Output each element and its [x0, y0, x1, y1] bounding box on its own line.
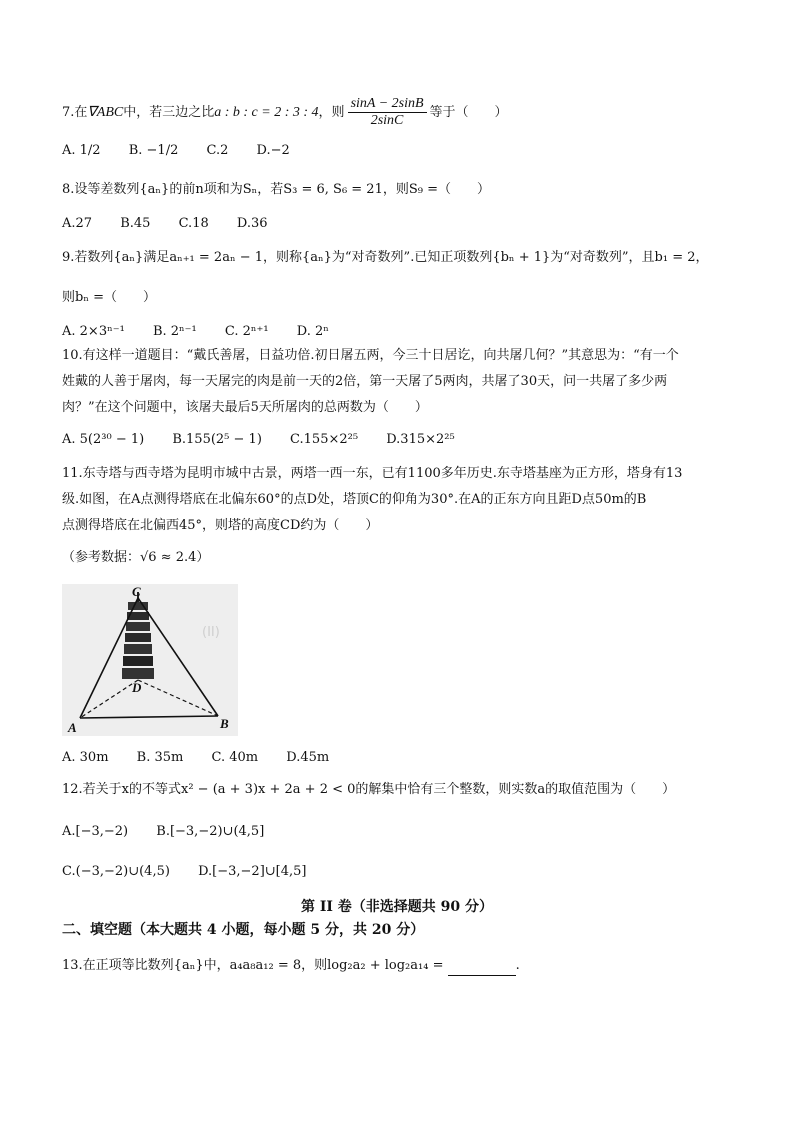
- label-b: B: [220, 716, 229, 731]
- q7-option-b[interactable]: B. −1/2: [128, 143, 179, 158]
- q9-option-a[interactable]: A. 2×3ⁿ⁻¹: [62, 324, 125, 339]
- q13-text: 13.在正项等比数列{aₙ}中，a₄a₈a₁₂ = 8，则log₂a₂ + log₂a₁₄ =: [62, 958, 444, 973]
- q9-option-b[interactable]: B. 2ⁿ⁻¹: [152, 324, 197, 339]
- q11-option-b[interactable]: B. 35m: [136, 750, 184, 765]
- q7-triangle: ∇ABC: [87, 105, 124, 120]
- label-d: D: [132, 680, 142, 695]
- q11-tower-figure: [62, 584, 238, 736]
- label-a: A: [68, 720, 77, 735]
- q13-answer-blank[interactable]: [448, 962, 516, 976]
- label-c: C: [132, 584, 141, 599]
- q11-tower-diagram: [62, 584, 238, 736]
- q11-option-d[interactable]: D.45m: [286, 750, 330, 765]
- q8-stem: 8.设等差数列{aₙ}的前n项和为Sₙ，若S₃ = 6, S₆ = 21，则S₉ =（ ）: [62, 182, 490, 197]
- q12-stem: 12.若关于x的不等式x² − (a + 3)x + 2a + 2 < 0的解集中恰有三个整数，则实数a的取值范围为（ ）: [62, 782, 676, 797]
- q8-option-b[interactable]: B.45: [120, 216, 151, 231]
- q9-stem-line1: 9.若数列{aₙ}满足aₙ₊₁ = 2aₙ − 1，则称{aₙ}为“对奇数列”.已知正项数列{bₙ + 1}为“对奇数列”，且b₁ = 2，: [62, 250, 709, 265]
- q7-stem-then: ，则: [318, 105, 345, 120]
- q7-stem-end: 等于（ ）: [429, 105, 508, 120]
- q12-options-row1: [62, 822, 288, 842]
- q9-option-d[interactable]: D. 2ⁿ: [296, 324, 329, 339]
- q10-option-c[interactable]: C.155×2²⁵: [290, 432, 359, 447]
- q10-stem-line2: 姓戴的人善于屠肉，每一天屠完的肉是前一天的2倍，第一天屠了5两肉，共屠了30天，问一共屠了多少两: [62, 374, 668, 389]
- section2-heading: 二、填空题（本大题共 4 小题，每小题 5 分，共 20 分）: [62, 922, 425, 938]
- q8-option-d[interactable]: D.36: [236, 216, 268, 231]
- q11-stem-line1: 11.东寺塔与西寺塔为昆明市城中古景，两塔一西一东，已有1100多年历史.东寺塔基座为正方形，塔身有13: [62, 466, 683, 481]
- q10-stem-line3: 肉？”在这个问题中，该屠夫最后5天所屠肉的总两数为（ ）: [62, 400, 428, 415]
- q7-option-d[interactable]: D.−2: [256, 143, 290, 158]
- q11-options: [62, 748, 353, 768]
- q10-stem-line1: 10.有这样一道题目：“戴氏善屠，日益功倍.初日屠五两，今三十日居讫，向共屠几何？”其意思为：“有一个: [62, 348, 679, 363]
- q11-option-c[interactable]: C. 40m: [211, 750, 259, 765]
- q7-stem-mid: 中，若三边之比: [123, 105, 215, 120]
- q12-option-a[interactable]: A.[−3,−2): [62, 824, 129, 839]
- q10-option-b[interactable]: B.155(2⁵ − 1): [172, 432, 262, 447]
- part2-title: 第 II 卷（非选择题共 90 分）: [300, 899, 494, 915]
- q12-option-c[interactable]: C.(−3,−2)∪(4,5): [62, 864, 170, 879]
- q7-frac-num: sinA − 2sinB: [348, 96, 427, 113]
- q10-option-a[interactable]: A. 5(2³⁰ − 1): [62, 432, 145, 447]
- svg-text:(II): (II): [202, 625, 220, 640]
- q11-option-a[interactable]: A. 30m: [62, 750, 109, 765]
- q13-end: .: [515, 958, 520, 973]
- q8-option-c[interactable]: C.18: [178, 216, 209, 231]
- q12-option-b[interactable]: B.[−3,−2)∪(4,5]: [156, 824, 265, 839]
- q7-frac-den: 2sinC: [370, 113, 404, 128]
- q7-option-a[interactable]: A. 1/2: [62, 143, 101, 158]
- q9-options: [62, 322, 353, 342]
- q10-option-d[interactable]: D.315×2²⁵: [386, 432, 455, 447]
- q7-option-c[interactable]: C.2: [206, 143, 229, 158]
- q9-stem-line2: 则bₙ =（ ）: [62, 290, 156, 305]
- q13-stem: [62, 956, 520, 976]
- q11-reference-data: （参考数据：√6 ≈ 2.4）: [62, 550, 210, 565]
- q9-option-c[interactable]: C. 2ⁿ⁺¹: [224, 324, 269, 339]
- q11-stem-line2: 级.如图，在A点测得塔底在北偏东60°的点D处，塔顶C的仰角为30°.在A的正东方向且距D点50m的B: [62, 492, 647, 507]
- q12-options-row2: [62, 862, 330, 882]
- q8-option-a[interactable]: A.27: [62, 216, 93, 231]
- q10-options: [62, 430, 479, 450]
- q7-ratio: a : b : c = 2 : 3 : 4: [214, 105, 319, 120]
- q7-stem-pre: 7.在: [62, 105, 88, 120]
- q7-stem: [62, 96, 508, 129]
- q7-options: [62, 141, 314, 161]
- q12-option-d[interactable]: D.[−3,−2]∪[4,5]: [198, 864, 307, 879]
- q7-fraction: [348, 96, 427, 129]
- q8-options: [62, 214, 292, 234]
- q11-stem-line3: 点测得塔底在北偏西45°，则塔的高度CD约为（ ）: [62, 518, 379, 533]
